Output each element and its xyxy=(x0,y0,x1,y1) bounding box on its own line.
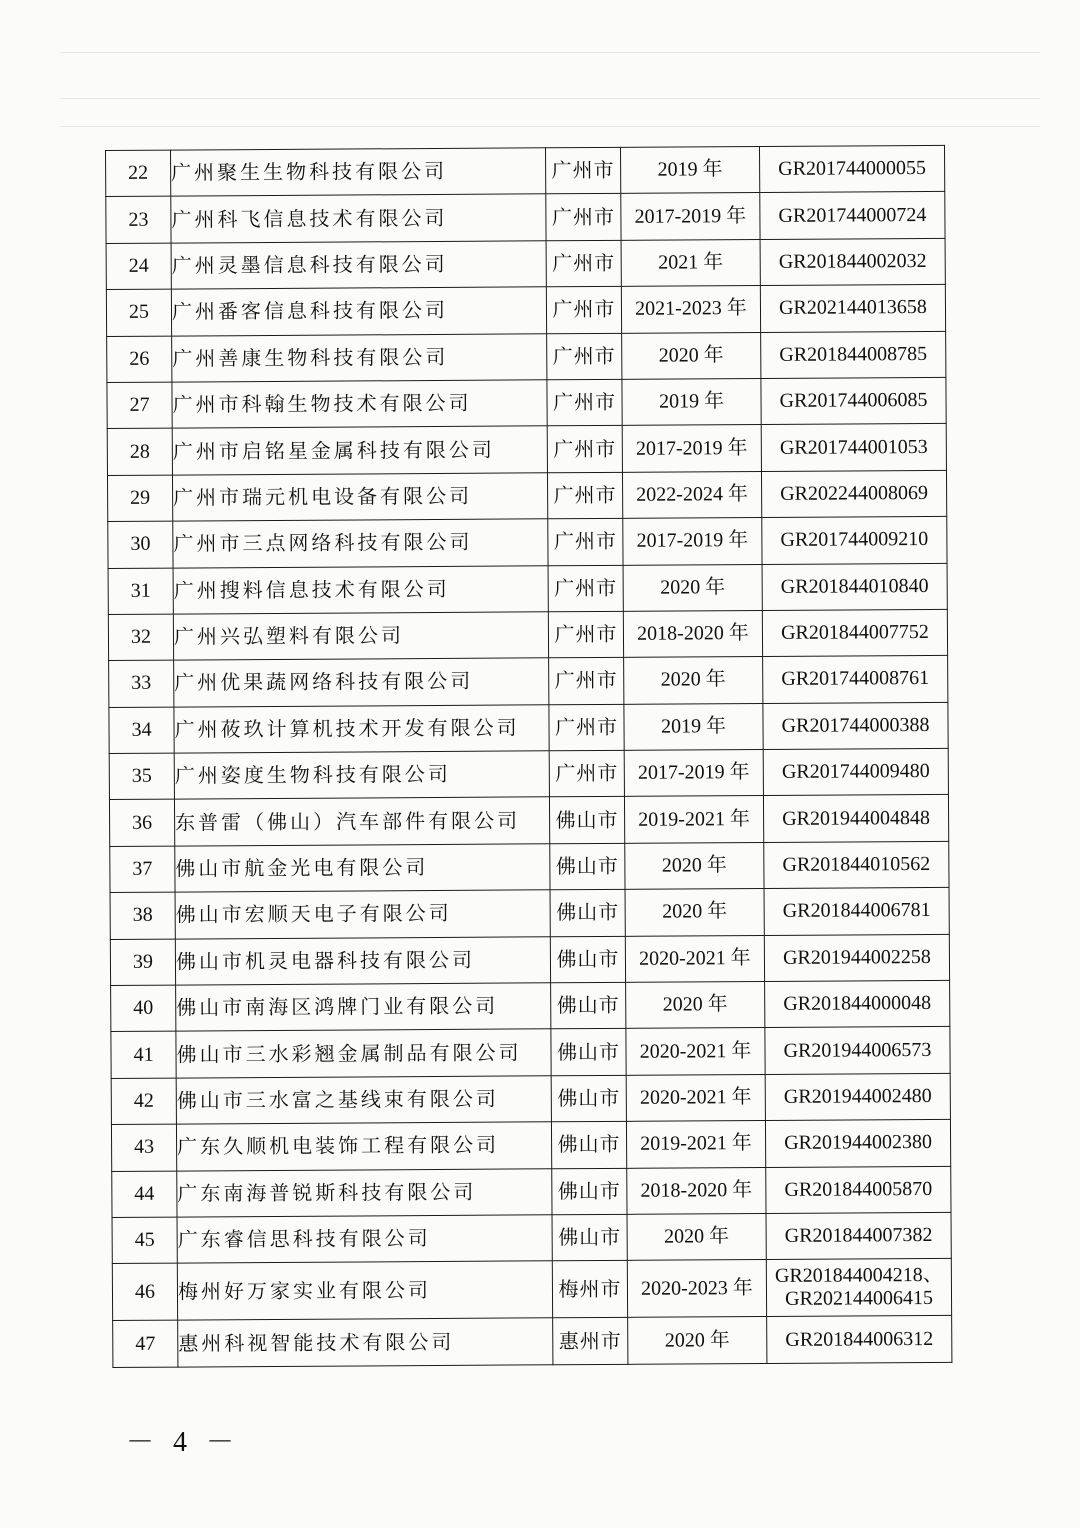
certificate-number-cell xyxy=(766,1166,951,1214)
company-name-cell: 广州善康生物科技有限公司 xyxy=(172,333,547,382)
table-row xyxy=(112,1166,951,1218)
table-row xyxy=(107,424,946,476)
year-cell: 2019 年 xyxy=(622,378,761,425)
city-cell: 广州市 xyxy=(548,518,623,565)
row-number-cell: 30 xyxy=(108,521,173,568)
company-name-cell: 东普雷（佛山）汽车部件有限公司 xyxy=(174,797,549,846)
row-number-cell: 24 xyxy=(106,243,171,290)
certificate-number: GR201844010562 xyxy=(782,853,931,876)
table-row xyxy=(109,748,948,800)
certificate-number-cell xyxy=(766,1212,951,1260)
table-row xyxy=(109,656,948,708)
year-cell: 2017-2019 年 xyxy=(624,750,763,797)
company-name-cell: 广州搜料信息技术有限公司 xyxy=(173,565,548,614)
certificate-number: GR201944002480 xyxy=(783,1084,932,1108)
table-row xyxy=(111,1120,950,1172)
certificate-number-cell xyxy=(764,934,949,982)
certificate-number-cell xyxy=(760,285,945,333)
row-number-cell: 33 xyxy=(109,660,174,707)
city-cell: 广州市 xyxy=(546,287,621,334)
year-cell: 2019-2021 年 xyxy=(626,1121,765,1168)
certificate-number-cell xyxy=(761,331,946,379)
certificate-number: GR201744006085 xyxy=(779,389,928,413)
certificate-number: GR201844005870 xyxy=(784,1177,933,1201)
year-cell: 2020 年 xyxy=(625,889,764,936)
table-row xyxy=(110,934,949,986)
row-number-cell: 36 xyxy=(109,800,174,847)
table-row xyxy=(109,795,948,847)
certificate-number-cell xyxy=(764,841,949,889)
table-row xyxy=(106,285,945,337)
certificate-number: GR201944002258 xyxy=(782,945,931,969)
row-number-cell: 22 xyxy=(106,150,171,197)
certificate-number: GR201844000048 xyxy=(783,992,932,1016)
row-number-cell: 46 xyxy=(112,1263,177,1320)
company-name-cell: 广州聚生生物科技有限公司 xyxy=(171,148,546,197)
table-row xyxy=(108,609,947,661)
company-name-cell: 广州莜玖计算机技术开发有限公司 xyxy=(174,704,549,753)
certificate-number-cell xyxy=(762,609,947,657)
city-cell: 佛山市 xyxy=(551,1029,626,1076)
company-name-cell: 惠州科视智能技术有限公司 xyxy=(178,1318,553,1367)
city-cell: 广州市 xyxy=(545,147,620,194)
year-cell: 2021 年 xyxy=(621,239,760,286)
row-number-cell: 35 xyxy=(109,753,174,800)
year-cell: 2021-2023 年 xyxy=(621,286,760,333)
enterprise-list-table xyxy=(105,145,952,1368)
certificate-number: GR201844006312 xyxy=(785,1327,934,1351)
table-row xyxy=(106,145,945,197)
certificate-number: GR201844007382 xyxy=(784,1224,933,1248)
city-cell: 梅州市 xyxy=(552,1261,627,1318)
table-row xyxy=(110,888,949,940)
certificate-number: GR202144013658 xyxy=(779,296,927,320)
year-cell: 2020 年 xyxy=(623,564,762,611)
year-cell: 2020-2023 年 xyxy=(627,1260,766,1318)
table-row xyxy=(111,1027,950,1079)
scan-artifact-line xyxy=(60,98,1040,99)
row-number-cell: 44 xyxy=(112,1171,177,1218)
certificate-number-cell xyxy=(765,1027,950,1075)
year-cell: 2020-2021 年 xyxy=(626,1074,765,1121)
certificate-number: GR201744009480 xyxy=(781,760,930,784)
row-number-cell: 34 xyxy=(109,707,174,754)
certificate-number-cell xyxy=(765,980,950,1028)
certificate-number: GR201844010840 xyxy=(780,574,929,598)
city-cell: 广州市 xyxy=(546,194,621,241)
company-name-cell: 佛山市航金光电有限公司 xyxy=(175,844,550,893)
city-cell: 佛山市 xyxy=(551,1075,626,1122)
certificate-number: GR201844004218、 xyxy=(774,1264,943,1288)
company-name-cell: 广东南海普锐斯科技有限公司 xyxy=(177,1168,552,1217)
company-name-cell: 佛山市机灵电器科技有限公司 xyxy=(175,936,550,985)
company-name-cell: 广州兴弘塑料有限公司 xyxy=(173,612,548,661)
table-row xyxy=(108,516,947,568)
city-cell: 广州市 xyxy=(547,472,622,519)
city-cell: 广州市 xyxy=(547,426,622,473)
table-row xyxy=(106,192,945,244)
company-name-cell: 广州市启铭星金属科技有限公司 xyxy=(172,426,547,475)
row-number-cell: 28 xyxy=(107,428,172,475)
certificate-number: GR201744000055 xyxy=(778,157,927,181)
row-number-cell: 37 xyxy=(110,846,175,893)
certificate-number-cell xyxy=(761,424,946,472)
year-cell: 2019-2021 年 xyxy=(624,796,763,843)
company-name-cell: 广州灵墨信息科技有限公司 xyxy=(171,241,546,290)
city-cell: 惠州市 xyxy=(553,1318,628,1365)
scan-artifact-line xyxy=(60,126,1040,127)
company-name-cell: 梅州好万家实业有限公司 xyxy=(177,1261,552,1320)
year-cell: 2019 年 xyxy=(620,147,759,194)
certificate-number-cell xyxy=(763,795,948,843)
certificate-number: GR201744000724 xyxy=(778,203,927,227)
year-cell: 2022-2024 年 xyxy=(622,471,761,518)
city-cell: 广州市 xyxy=(549,658,624,705)
company-name-cell: 佛山市宏顺天电子有限公司 xyxy=(175,890,550,939)
certificate-number-cell xyxy=(760,192,945,240)
table-row xyxy=(108,563,947,615)
certificate-number: GR202244008069 xyxy=(780,481,929,505)
company-name-cell: 佛山市南海区鸿牌门业有限公司 xyxy=(176,983,551,1032)
table-row xyxy=(109,702,948,754)
city-cell: 广州市 xyxy=(549,704,624,751)
city-cell: 佛山市 xyxy=(550,890,625,937)
table-row xyxy=(107,470,946,522)
company-name-cell: 广东睿信思科技有限公司 xyxy=(177,1215,552,1264)
table-row xyxy=(111,980,950,1032)
year-cell: 2020 年 xyxy=(622,332,761,379)
page-number: － 4 － xyxy=(126,1427,241,1458)
certificate-number: GR201744009210 xyxy=(780,528,929,552)
city-cell: 广州市 xyxy=(547,333,622,380)
row-number-cell: 42 xyxy=(111,1078,176,1125)
certificate-number-cell xyxy=(759,145,944,193)
row-number-cell: 27 xyxy=(107,382,172,429)
year-cell: 2017-2019 年 xyxy=(622,425,761,472)
city-cell: 佛山市 xyxy=(551,982,626,1029)
table-row xyxy=(107,331,946,383)
table-row xyxy=(113,1316,952,1368)
certificate-number-cell xyxy=(762,563,947,611)
certificate-number: GR201744001053 xyxy=(779,435,928,459)
city-cell: 广州市 xyxy=(549,750,624,797)
certificate-number-cell xyxy=(761,377,946,425)
year-cell: 2020 年 xyxy=(627,1213,766,1260)
certificate-number: GR201944006573 xyxy=(783,1038,932,1062)
year-cell: 2019 年 xyxy=(624,703,763,750)
certificate-number-cell xyxy=(765,1073,950,1121)
row-number-cell: 47 xyxy=(113,1320,178,1367)
row-number-cell: 32 xyxy=(108,614,173,661)
year-cell: 2020-2021 年 xyxy=(625,935,764,982)
certificate-number-cell xyxy=(763,656,948,704)
company-name-cell: 广州优果蔬网络科技有限公司 xyxy=(174,658,549,707)
certificate-number: GR201744000388 xyxy=(781,713,930,737)
row-number-cell: 31 xyxy=(108,568,173,615)
year-cell: 2020 年 xyxy=(624,657,763,704)
table-row xyxy=(110,841,949,893)
row-number-cell: 29 xyxy=(107,475,172,522)
scan-artifact-line xyxy=(60,52,1040,53)
year-cell: 2017-2019 年 xyxy=(621,193,760,240)
certificate-number-cell xyxy=(762,516,947,564)
table-row xyxy=(111,1073,950,1125)
year-cell: 2020 年 xyxy=(626,982,765,1029)
certificate-number-cell xyxy=(765,1120,950,1168)
year-cell: 2020-2021 年 xyxy=(626,1028,765,1075)
row-number-cell: 38 xyxy=(110,892,175,939)
city-cell: 广州市 xyxy=(548,565,623,612)
table-row xyxy=(107,377,946,429)
city-cell: 广州市 xyxy=(546,240,621,287)
city-cell: 佛山市 xyxy=(550,936,625,983)
row-number-cell: 40 xyxy=(111,985,176,1032)
certificate-number: GR201844002032 xyxy=(778,249,927,273)
certificate-number: GR201944002380 xyxy=(784,1131,933,1155)
row-number-cell: 26 xyxy=(107,336,172,383)
company-name-cell: 广东久顺机电装饰工程有限公司 xyxy=(176,1122,551,1171)
year-cell: 2018-2020 年 xyxy=(627,1167,766,1214)
city-cell: 佛山市 xyxy=(549,797,624,844)
table-row xyxy=(106,238,945,290)
city-cell: 广州市 xyxy=(548,611,623,658)
year-cell: 2020 年 xyxy=(628,1317,767,1364)
company-name-cell: 广州市科翰生物技术有限公司 xyxy=(172,380,547,429)
certificate-number-cell xyxy=(763,748,948,796)
company-name-cell: 广州番客信息科技有限公司 xyxy=(171,287,546,336)
certificate-number-cell xyxy=(764,888,949,936)
row-number-cell: 43 xyxy=(111,1124,176,1171)
table-row xyxy=(112,1212,951,1264)
table-body xyxy=(106,145,952,1367)
certificate-number-cell xyxy=(760,238,945,286)
certificate-number-cell xyxy=(761,470,946,518)
certificate-number: GR201944004848 xyxy=(782,806,931,830)
year-cell: 2018-2020 年 xyxy=(623,610,762,657)
table-row xyxy=(112,1259,951,1321)
certificate-number-cell xyxy=(763,702,948,750)
row-number-cell: 45 xyxy=(112,1217,177,1264)
certificate-number: GR201744008761 xyxy=(781,667,930,691)
company-name-cell: 广州市三点网络科技有限公司 xyxy=(173,519,548,568)
city-cell: 佛山市 xyxy=(550,843,625,890)
certificate-number-cell xyxy=(767,1316,952,1364)
row-number-cell: 23 xyxy=(106,196,171,243)
city-cell: 佛山市 xyxy=(551,1122,626,1169)
row-number-cell: 25 xyxy=(106,289,171,336)
certificate-number: GR202144006415 xyxy=(785,1287,933,1311)
year-cell: 2020 年 xyxy=(625,842,764,889)
company-name-cell: 广州科飞信息技术有限公司 xyxy=(171,194,546,243)
certificate-number: GR201844007752 xyxy=(780,621,929,644)
certificate-number-cell xyxy=(766,1259,951,1317)
row-number-cell: 39 xyxy=(110,939,175,986)
company-name-cell: 佛山市三水富之基线束有限公司 xyxy=(176,1076,551,1125)
row-number-cell: 41 xyxy=(111,1032,176,1079)
company-name-cell: 广州市瑞元机电设备有限公司 xyxy=(172,473,547,522)
city-cell: 佛山市 xyxy=(552,1168,627,1215)
city-cell: 佛山市 xyxy=(552,1214,627,1261)
company-name-cell: 广州姿度生物科技有限公司 xyxy=(174,751,549,800)
year-cell: 2017-2019 年 xyxy=(623,518,762,565)
company-name-cell: 佛山市三水彩翘金属制品有限公司 xyxy=(176,1029,551,1078)
certificate-number: GR201844006781 xyxy=(782,899,931,923)
certificate-number: GR201844008785 xyxy=(779,342,928,366)
city-cell: 广州市 xyxy=(547,379,622,426)
